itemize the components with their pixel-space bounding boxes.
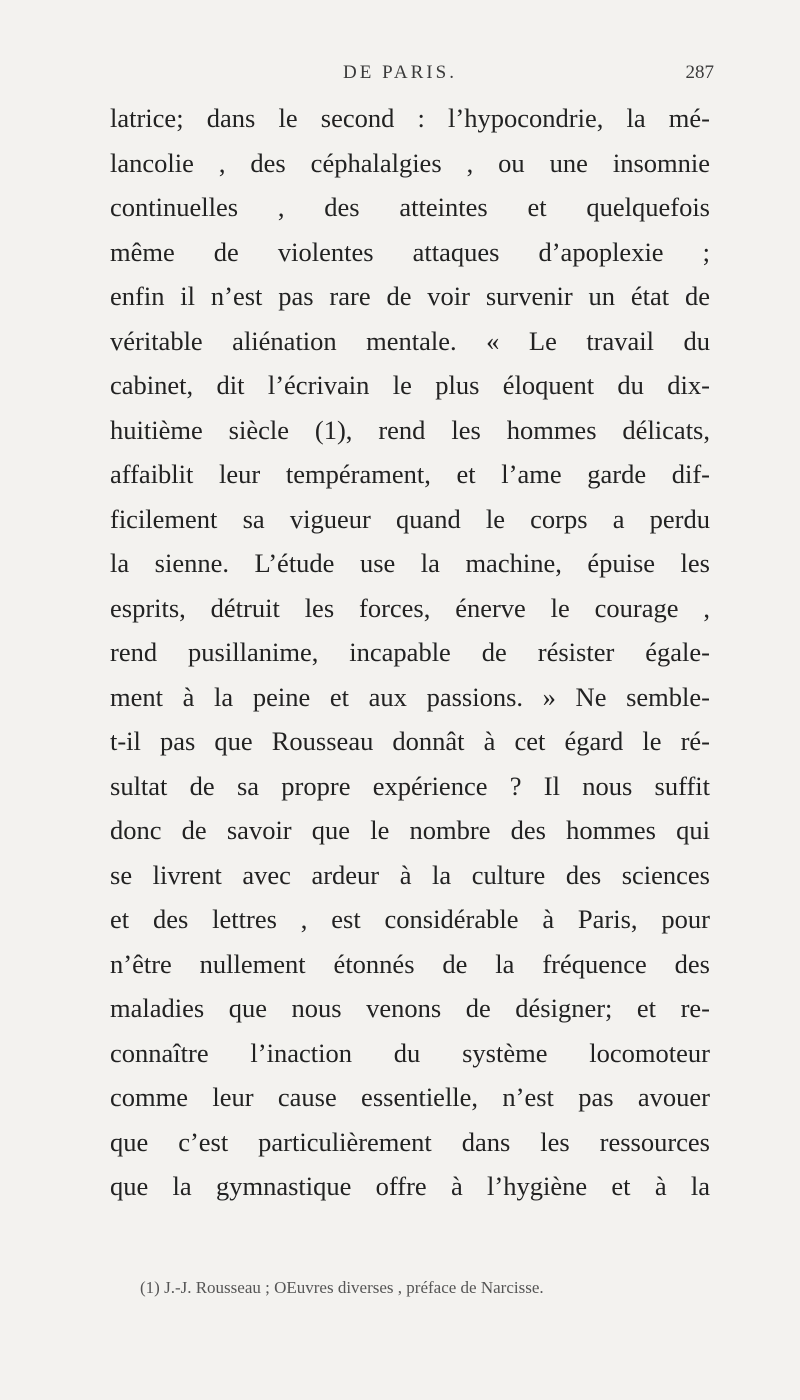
text-line: connaître l’inaction du système locomoteur <box>110 1037 710 1068</box>
text-line: latrice; dans le second : l’hypocondrie, la mé- <box>110 103 710 133</box>
text-line: huitième siècle (1), rend les hommes délicats, <box>110 414 710 445</box>
text-line: donc de savoir que le nombre des hommes qui <box>110 815 710 845</box>
text-line: véritable aliénation mentale. « Le travail du <box>110 325 710 356</box>
text-line: continuelles , des atteintes et quelquefois <box>110 192 710 222</box>
text-line: rend pusillanime, incapable de résister égale- <box>110 637 710 667</box>
text-line: affaiblit leur tempérament, et l’ame garde dif- <box>110 459 710 489</box>
body-text <box>110 96 710 1209</box>
text-line: se livrent avec ardeur à la culture des sciences <box>110 859 710 890</box>
text-line: enfin il n’est pas rare de voir survenir un état de <box>110 281 710 311</box>
text-line: esprits, détruit les forces, énerve le courage , <box>110 592 710 623</box>
running-head <box>0 62 800 92</box>
text-line: que la gymnastique offre à l’hygiène et à la <box>110 1171 710 1201</box>
running-title: DE PARIS. <box>343 62 457 83</box>
text-line: maladies que nous venons de désigner; et re- <box>110 993 710 1023</box>
footnote: (1) J.-J. Rousseau ; OEuvres diverses , préface de Narcisse. <box>140 1278 544 1297</box>
text-line: ficilement sa vigueur quand le corps a perdu <box>110 503 710 534</box>
page-number: 287 <box>685 62 714 83</box>
text-line: que c’est particulièrement dans les ressources <box>110 1126 710 1157</box>
text-line: la sienne. L’étude use la machine, épuise les <box>110 548 710 578</box>
text-line: n’être nullement étonnés de la fréquence des <box>110 948 710 979</box>
text-line: cabinet, dit l’écrivain le plus éloquent du dix- <box>110 370 710 400</box>
text-line: comme leur cause essentielle, n’est pas avouer <box>110 1082 710 1112</box>
text-line: t-il pas que Rousseau donnât à cet égard le ré- <box>110 726 710 756</box>
text-line: même de violentes attaques d’apoplexie ; <box>110 236 710 267</box>
text-line: ment à la peine et aux passions. » Ne semble- <box>110 681 710 712</box>
text-line: et des lettres , est considérable à Paris, pour <box>110 904 710 934</box>
text-line: lancolie , des céphalalgies , ou une insomnie <box>110 147 710 178</box>
text-line: sultat de sa propre expérience ? Il nous suffit <box>110 770 710 801</box>
